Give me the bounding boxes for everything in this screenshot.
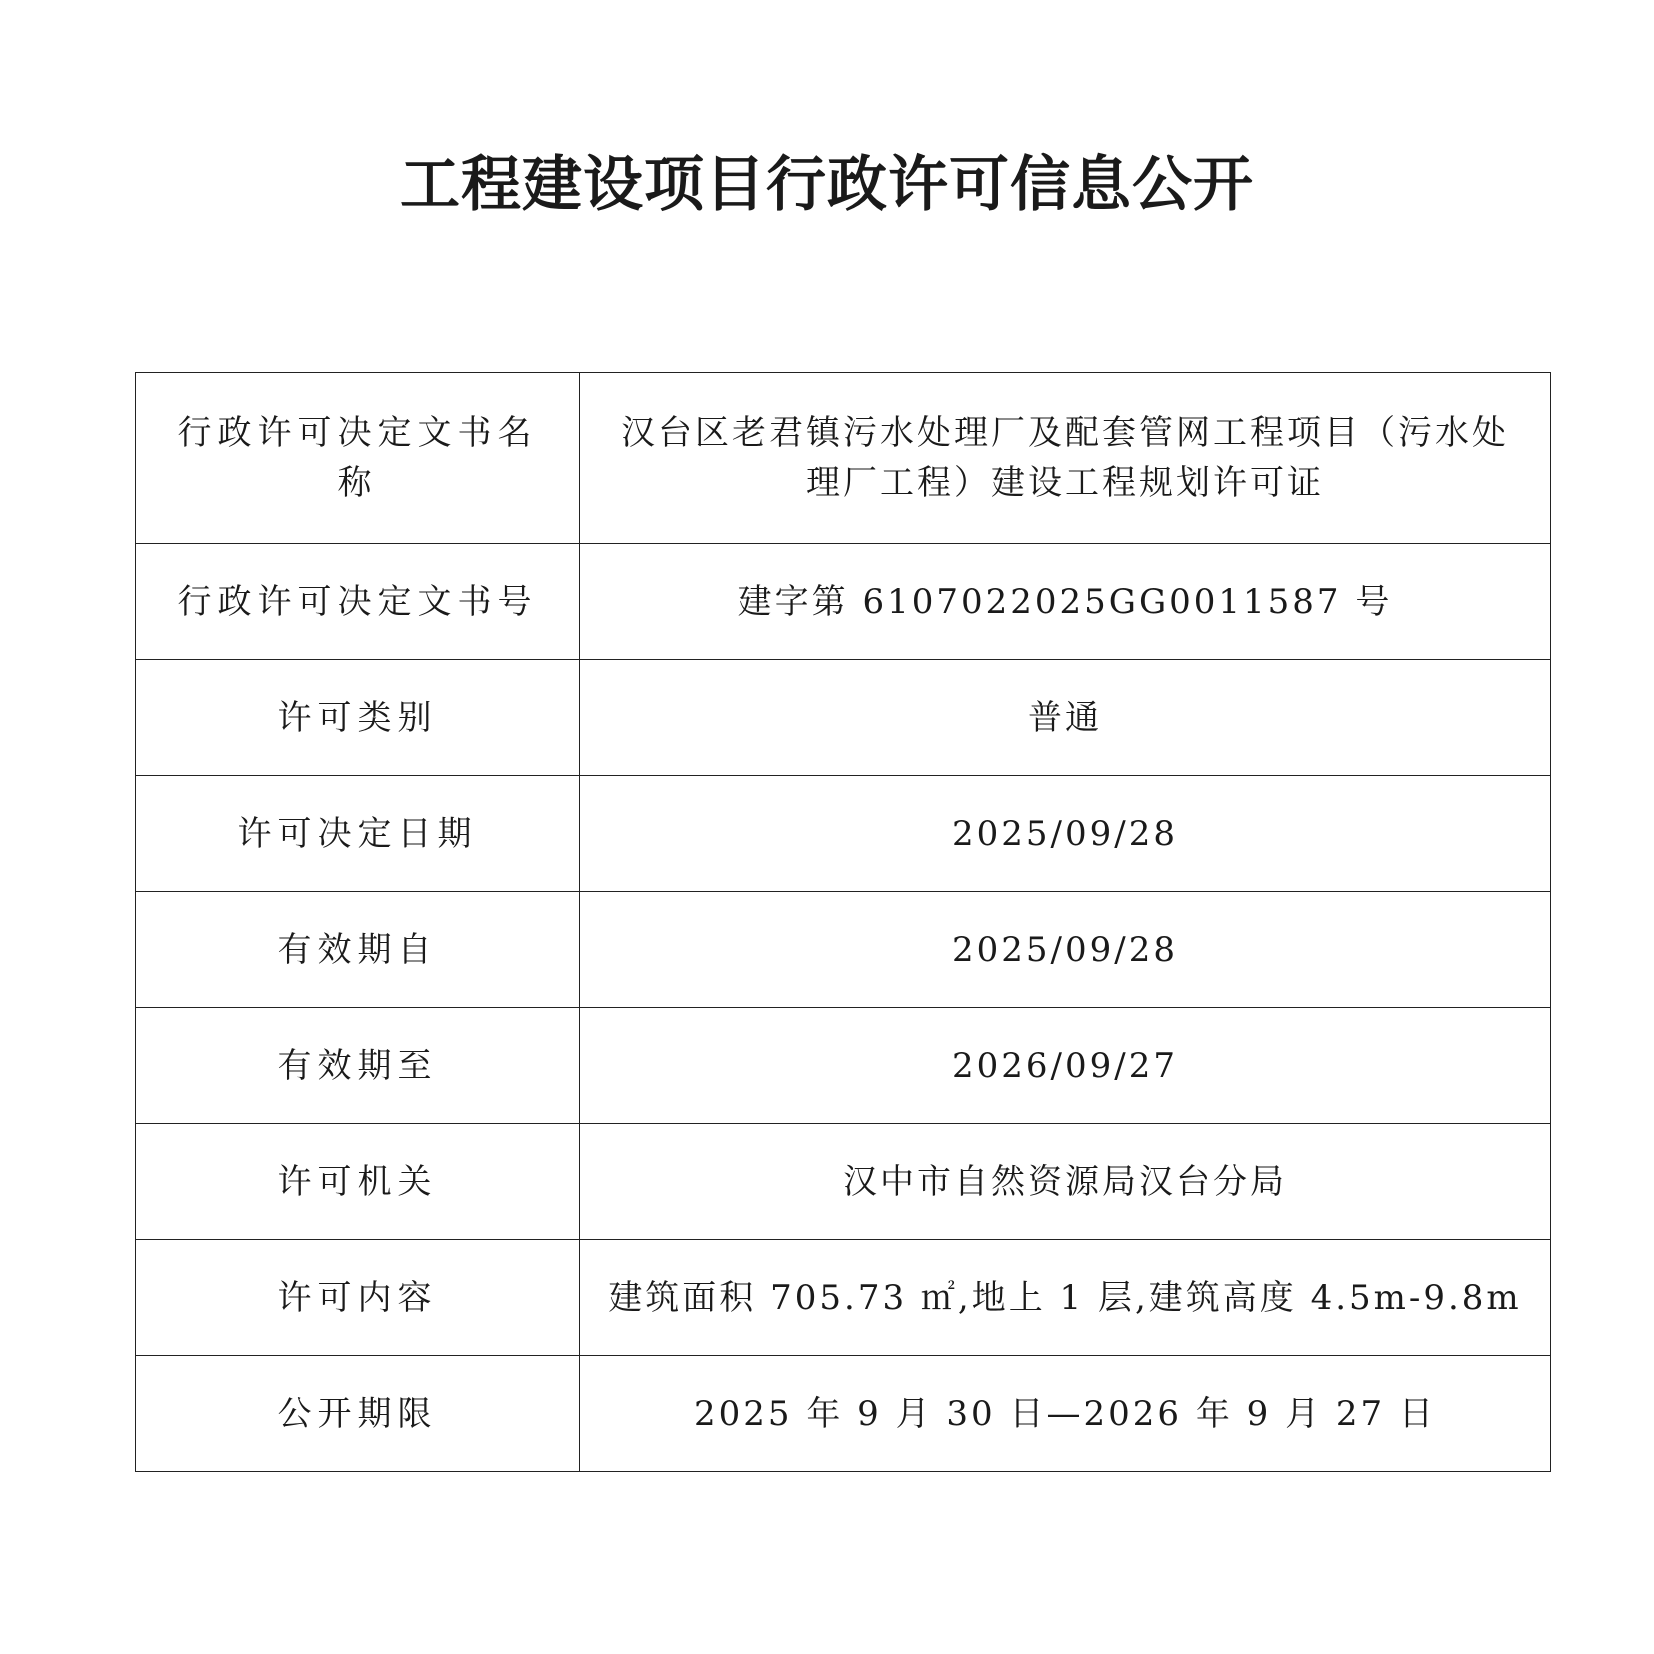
field-value-decision-date: 2025/09/28 bbox=[580, 776, 1551, 892]
field-label-valid-from: 有效期自 bbox=[136, 892, 580, 1008]
table-row bbox=[136, 1008, 1551, 1124]
field-label-valid-until: 有效期至 bbox=[136, 1008, 580, 1124]
field-value-valid-until: 2026/09/27 bbox=[580, 1008, 1551, 1124]
field-label-disclosure-period: 公开期限 bbox=[136, 1356, 580, 1472]
field-value-permit-content: 建筑面积 705.73 ㎡,地上 1 层,建筑高度 4.5m-9.8m bbox=[580, 1240, 1551, 1356]
table-row bbox=[136, 544, 1551, 660]
table-row bbox=[136, 1240, 1551, 1356]
permit-info-table bbox=[135, 372, 1551, 1472]
page-title: 工程建设项目行政许可信息公开 bbox=[400, 150, 1254, 220]
table-row bbox=[136, 373, 1551, 544]
field-label-decision-document-name: 行政许可决定文书名称 bbox=[136, 373, 580, 544]
field-value-decision-document-number: 建字第 6107022025GG0011587 号 bbox=[580, 544, 1551, 660]
field-value-valid-from: 2025/09/28 bbox=[580, 892, 1551, 1008]
field-label-decision-document-number: 行政许可决定文书号 bbox=[136, 544, 580, 660]
table-row bbox=[136, 1356, 1551, 1472]
field-value-decision-document-name: 汉台区老君镇污水处理厂及配套管网工程项目（污水处理厂工程）建设工程规划许可证 bbox=[580, 373, 1551, 544]
field-label-permit-category: 许可类别 bbox=[136, 660, 580, 776]
table-row bbox=[136, 776, 1551, 892]
field-value-issuing-authority: 汉中市自然资源局汉台分局 bbox=[580, 1124, 1551, 1240]
field-value-permit-category: 普通 bbox=[580, 660, 1551, 776]
field-value-disclosure-period: 2025 年 9 月 30 日—2026 年 9 月 27 日 bbox=[580, 1356, 1551, 1472]
table-row bbox=[136, 660, 1551, 776]
table-row bbox=[136, 1124, 1551, 1240]
field-label-permit-content: 许可内容 bbox=[136, 1240, 580, 1356]
field-label-issuing-authority: 许可机关 bbox=[136, 1124, 580, 1240]
field-label-decision-date: 许可决定日期 bbox=[136, 776, 580, 892]
table-row bbox=[136, 892, 1551, 1008]
